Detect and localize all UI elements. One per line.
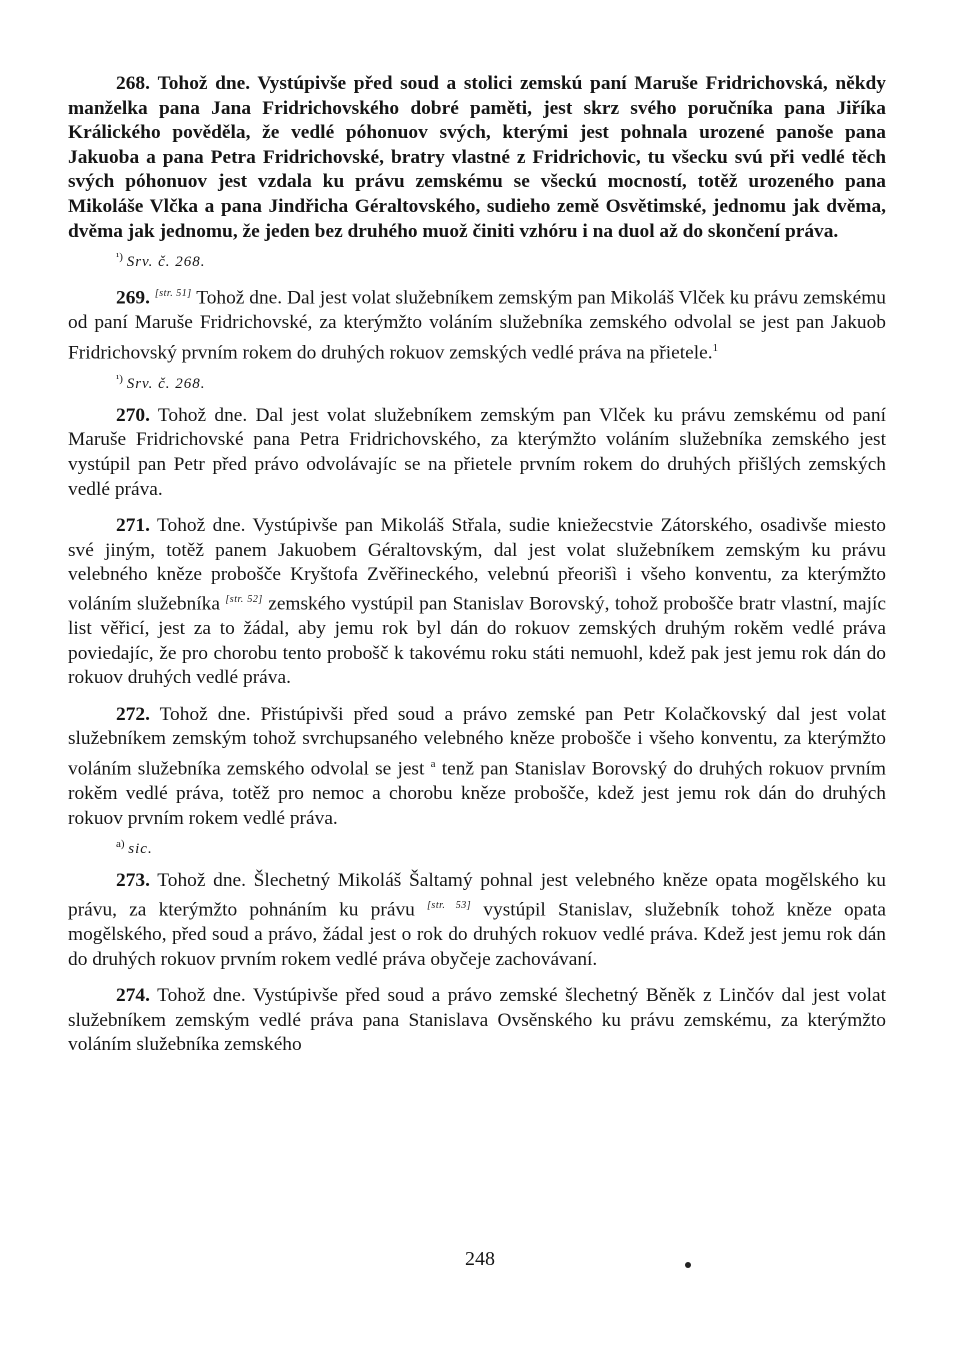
entry-text-a: Tohož dne. Přistúpivši před soud a právo zemské pan Petr Kolačkovský dal jest volat služebníkem zemským tohož svrchupsaného velebného kněze probošče i všeho konventu, za kterýmžto voláním služebníka zemského odvolal se jest (68, 703, 887, 780)
entry-270 (68, 404, 886, 502)
entry-273 (68, 869, 886, 972)
entry-text-b: tenž pan Stanislav Borovský do druhých rokuov prvním rokěm vedlé práva, totěž pro nemoc a chorobu kněze probošče, kdež jest jemu rok dán do druhých rokuov prvním rokem vedlé práva. (68, 758, 886, 829)
page-number: 248 (465, 1248, 495, 1270)
footnote (116, 369, 886, 394)
page-reference: [str. 53] (427, 899, 472, 911)
page-reference: [str. 51] (154, 288, 192, 300)
entry-number: 269. (116, 287, 150, 309)
entry-number: 272. (116, 703, 150, 725)
entry-268 (68, 72, 886, 244)
print-speck (685, 1262, 691, 1268)
footnote (116, 247, 886, 272)
entry-text: Tohož dne. Dal jest volat služebníkem zemským pan Vlček ku právu zemskému od paní Maruše Fridrichovské pana Petra Fridrichovského, za kterýmžto voláním služebníka zemského jest vystúpil pan Petr před právo odvolávajíc se na přietele prvním rokem do druhých přišlých zemských vedlé práva. (68, 404, 886, 500)
entry-number: 274. (116, 985, 150, 1007)
footnote-mark: a) (116, 838, 125, 851)
entry-text: Tohož dne. Vystúpivše před soud a právo zemské šlechetný Běněk z Linčóv dal jest volat služebníkem zemským vedlé práva pana Stanislava Ovsěnského ku právu zemskému, za kterýmžto voláním služebníka zemského (68, 985, 886, 1056)
entry-text-a: Tohož dne. Vystúpivše pan Mikoláš Střala, sudie kniežecstvie Zátorského, osadivše miesto své jiným, totěž panem Jakuobem Géraltovským, dal jest volat služebníkem zemským ku právu velebného kněze probošče Kryštofa Zvěřineckého, velebnú přeorišì i všeho konventu, za kterýmžto voláním služebníka (68, 515, 886, 615)
footnote-text: Srv. č. 268. (126, 254, 206, 271)
entry-272 (68, 703, 886, 831)
footnote-mark: 1 (712, 341, 719, 354)
spacer (68, 502, 886, 514)
footnote-text: sic. (128, 841, 153, 858)
document-body (68, 72, 886, 1058)
entry-number: 273. (116, 870, 150, 892)
entry-271 (68, 514, 886, 691)
footnote-mark: ¹) (116, 372, 123, 385)
spacer (68, 972, 886, 984)
entry-text-a: Tohož dne. Šlechetný Mikoláš Šaltamý pohnal jest velebného kněze opata mogělského ku právu, za kterýmžto pohnáním ku právu (68, 870, 886, 921)
footnote-text: Srv. č. 268. (126, 375, 206, 392)
page-reference: [str. 52] (225, 594, 263, 606)
spacer (68, 691, 886, 703)
entry-text: Tohož dne. Dal jest volat služebníkem zemským pan Mikoláš Vlček ku právu zemskému od paní Maruše Fridrichovské, za kterýmžto voláním služebníka zemského odvolal se jest pan Jakuob Fridrichovský prvním rokem do druhých rokuov zemských vedlé práva na přietele. (68, 287, 886, 364)
footnote-mark: a (430, 758, 436, 771)
entry-269 (68, 282, 886, 366)
entry-text: Tohož dne. Vystúpivše před soud a stolici zemskú paní Maruše Fridrichovská, někdy manželka pana Jana Fridrichovského dobré paměti, jest skrz svého poručníka pana Jiříka Králického pověděla, že vedlé póhonuov svých, kterými jest pohnala urozené panoše pana Jakuoba a pana Petra Fridrichovské, bratry vlastné z Fridrichovic, tu všecku svú při vedlé těch svých póhonuov jest vzdala ku právu zemskému se všeckú mocností, totěž urozeného pana Mikoláše Vlčka a pana Jindřicha Géraltovského, sudieho země Osvětimské, jednomu jak dvěma, dvěma jak jednomu, že jeden bez druhého muož činiti vzhóru i na duol až do skončení práva. (68, 73, 886, 242)
entry-number: 268. (116, 73, 150, 94)
entry-274 (68, 984, 886, 1058)
footnote-mark: ¹) (116, 251, 123, 264)
footnote (116, 834, 886, 859)
entry-text-b: zemského vystúpil pan Stanislav Borovský, tohož probošče bratr vlastní, majíc list věřicí, jest za to žádal, aby jemu rok byl dán do rokuov zemských druhým rokěm vedlé práva poviedajíc, že pro chorobu tento probošč k takovému roku státi nemuohl, kdež pak jest jemu rok dán do rokuov druhých vedlé práva. (68, 593, 886, 689)
entry-number: 271. (116, 515, 150, 537)
entry-text-b: vystúpil Stanislav, služebník tohož kněze opata mogělského, před soud a právo, žádal jest o rok do druhých rokuov vedlé práva. Kdež jest jemu rok dán do druhých rokuov prvním rokem vedlé práva obyčeje zachovávaní. (68, 899, 886, 970)
entry-number: 270. (116, 404, 150, 426)
